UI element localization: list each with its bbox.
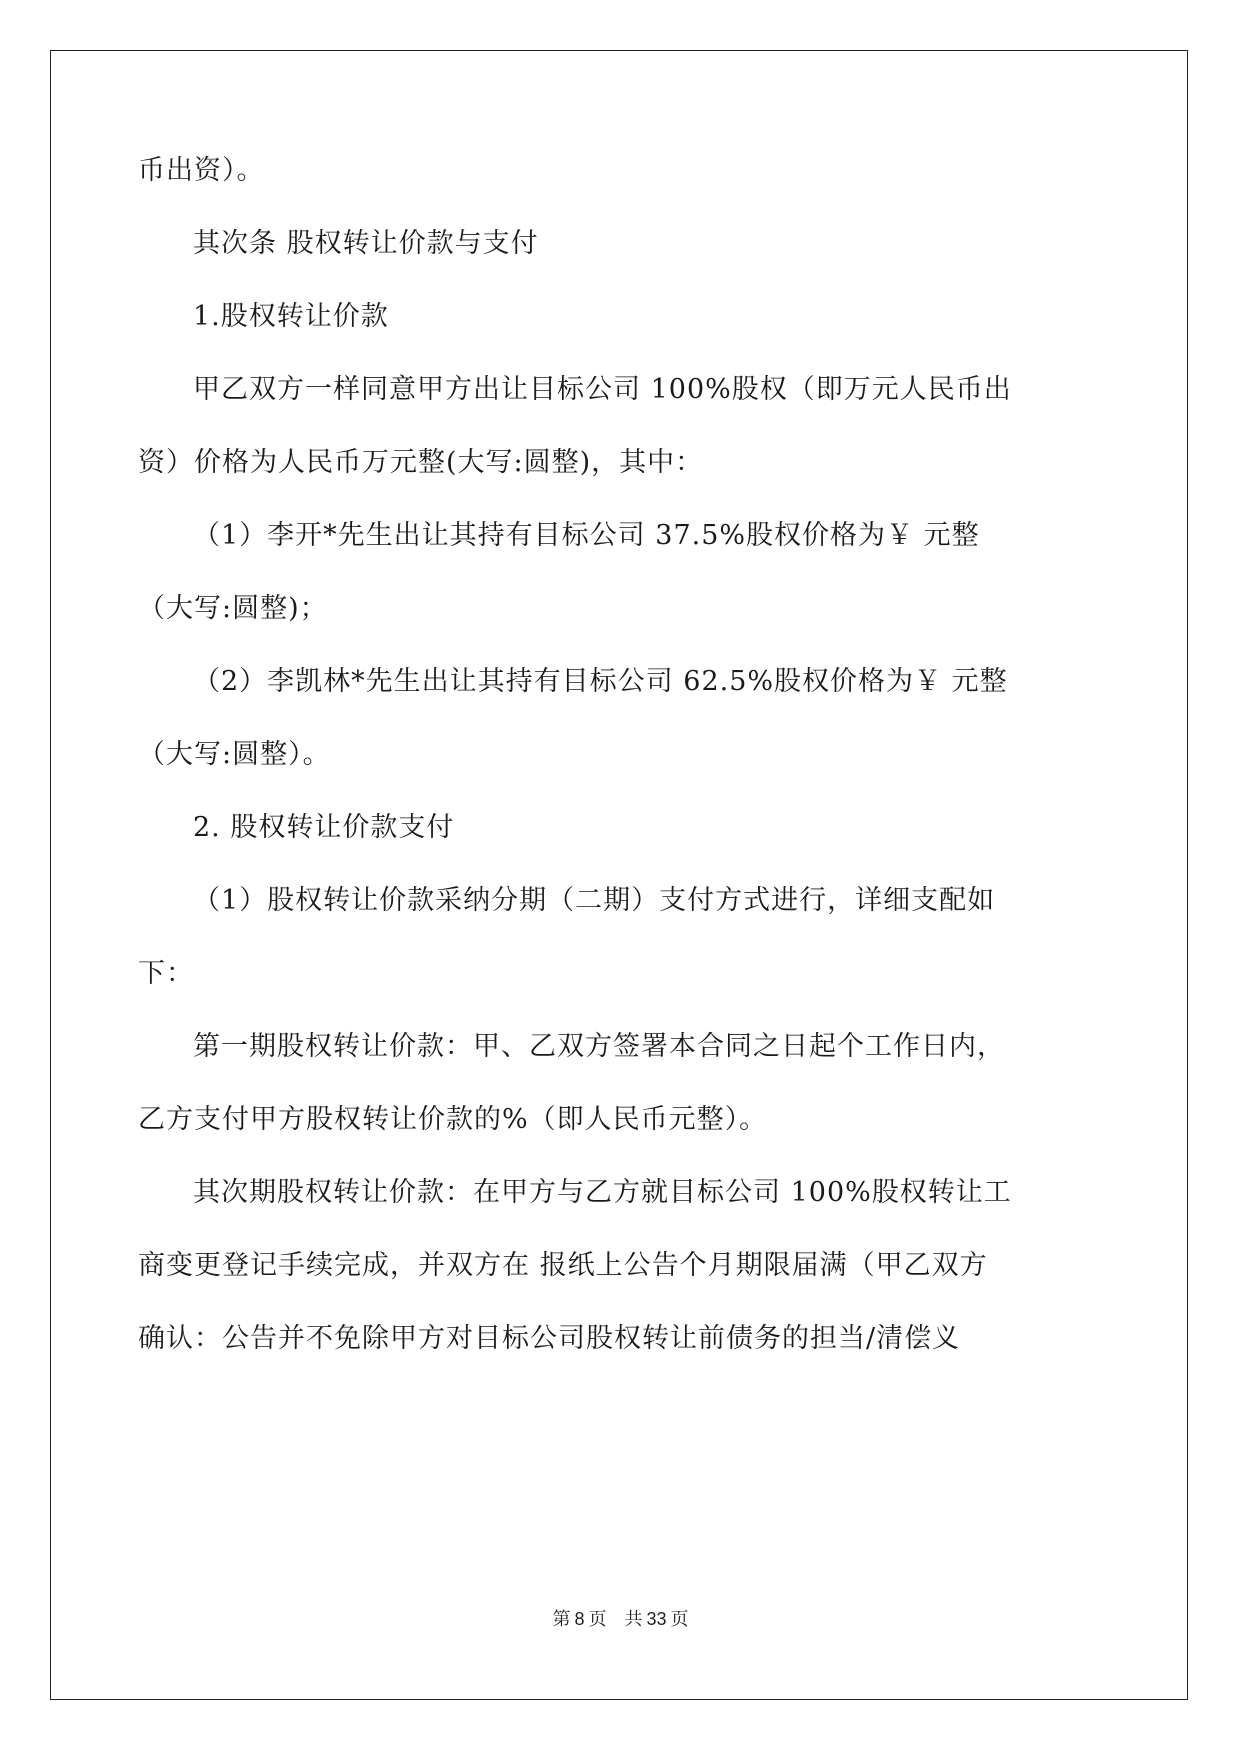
text-line-6: （1）李开*先生出让其持有目标公司 37.5%股权价格为￥ 元整 xyxy=(193,520,980,551)
text-line-15: 其次期股权转让价款：在甲方与乙方就目标公司 100%股权转让工 xyxy=(193,1177,1012,1208)
page-border xyxy=(50,50,1188,1700)
text-line-12: 下： xyxy=(138,958,194,989)
footer-page-number: 8 xyxy=(574,1609,585,1629)
text-line-13: 第一期股权转让价款：甲、乙双方签署本合同之日起个工作日内， xyxy=(193,1031,1005,1062)
text-line-7: （大写:圆整)； xyxy=(138,593,328,624)
text-line-5: 资）价格为人民币万元整(大写:圆整)，其中： xyxy=(138,447,704,478)
subsection-heading-2: 2. 股权转让价款支付 xyxy=(193,812,455,843)
section-heading: 其次条 股权转让价款与支付 xyxy=(193,228,539,259)
subsection-heading-1: 1.股权转让价款 xyxy=(193,301,389,332)
text-line-1: 币出资）。 xyxy=(138,155,265,186)
text-line-4: 甲乙双方一样同意甲方出让目标公司 100%股权（即万元人民币出 xyxy=(193,374,1012,405)
page-footer xyxy=(0,1605,1241,1631)
text-line-9: （大写:圆整）。 xyxy=(138,739,331,770)
text-line-8: （2）李凯林*先生出让其持有目标公司 62.5%股权价格为￥ 元整 xyxy=(193,666,1008,697)
footer-page-mid: 页 共 xyxy=(588,1609,643,1630)
footer-total-pages: 33 xyxy=(646,1609,667,1629)
text-line-16: 商变更登记手续完成，并双方在 报纸上公告个月期限届满（甲乙双方 xyxy=(138,1250,988,1281)
text-line-17: 确认：公告并不免除甲方对目标公司股权转让前债务的担当/清偿义 xyxy=(138,1323,961,1354)
text-line-14: 乙方支付甲方股权转让价款的%（即人民币元整）。 xyxy=(138,1104,768,1135)
text-line-11: （1）股权转让价款采纳分期（二期）支付方式进行，详细支配如 xyxy=(193,885,996,916)
footer-page-prefix: 第 xyxy=(552,1609,571,1630)
footer-page-suffix: 页 xyxy=(670,1609,689,1630)
